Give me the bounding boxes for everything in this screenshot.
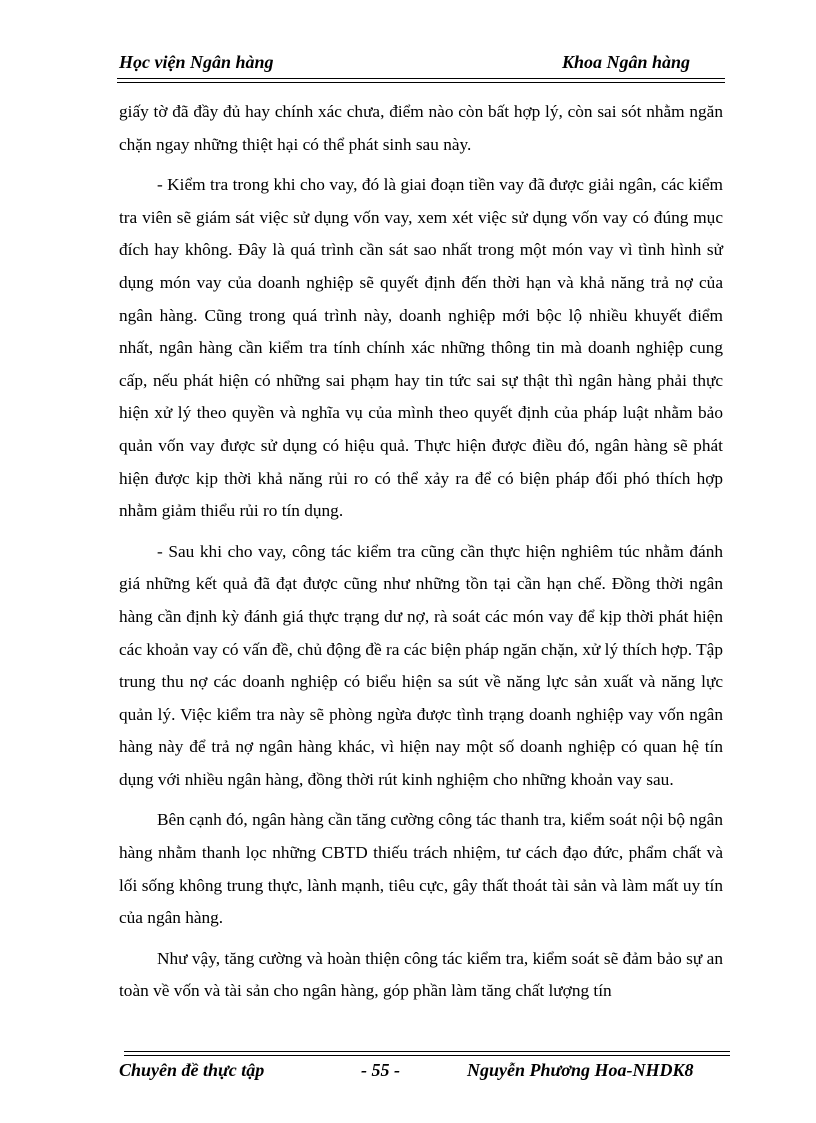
- footer-document-type: Chuyên đề thực tập: [119, 1060, 265, 1080]
- paragraph-conclusion: Như vậy, tăng cường và hoàn thiện công tác kiểm tra, kiểm soát sẽ đảm bảo sự an toàn về vốn và tài sản cho ngân hàng, góp phần làm tăng chất lượng tín: [119, 948, 723, 1001]
- paragraph-after-loan-check: - Sau khi cho vay, công tác kiểm tra cũng cần thực hiện nghiêm túc nhằm đánh giá những kết quả đã đạt được cũng như những tồn tại cần hạn chế. Đồng thời ngân hàng cần định kỳ đánh giá thực trạng dư nợ, rà soát các món vay để kịp thời phát hiện các khoản vay có vấn đề, chủ động đề ra các biện pháp ngăn chặn, xử lý thích hợp. Tập trung thu nợ các doanh nghiệp có biểu hiện sa sút về năng lực sản xuất và năng lực quản lý. Việc kiểm tra này sẽ phòng ngừa được tình trạng doanh nghiệp vay vốn ngân hàng này để trả nợ ngân hàng khác, vì hiện nay một số doanh nghiệp có quan hệ tín dụng với nhiều ngân hàng, đồng thời rút kinh nghiệm cho những khoản vay sau.: [119, 541, 723, 789]
- header-faculty: Khoa Ngân hàng: [561, 52, 690, 72]
- document-body: [119, 96, 723, 1016]
- header-rule-thin: [117, 82, 725, 83]
- header-rule-thick: [117, 78, 725, 79]
- page-header: [119, 50, 724, 76]
- paragraph-during-loan-check: - Kiểm tra trong khi cho vay, đó là giai đoạn tiền vay đã được giải ngân, các kiểm tra viên sẽ giám sát việc sử dụng vốn vay, xem xét việc sử dụng vốn vay có đúng mục đích hay không. Đây là quá trình cần sát sao nhất trong một món vay vì tình hình sử dụng món vay của doanh nghiệp sẽ quyết định đến thời hạn và khả năng trả nợ của ngân hàng. Cũng trong quá trình này, doanh nghiệp mới bộc lộ nhiều khuyết điểm nhất, ngân hàng cần kiểm tra tính chính xác những thông tin mà doanh nghiệp cung cấp, nếu phát hiện có những sai phạm hay tin tức sai sự thật thì ngân hàng phải thực hiện xử lý theo quyền và nghĩa vụ của mình theo quyết định của pháp luật nhằm bảo quản vốn vay được sử dụng có hiệu quả. Thực hiện được điều đó, ngân hàng sẽ phát hiện được kịp thời khả năng rủi ro có thể xảy ra để có biện pháp đối phó thích hợp nhằm giảm thiểu rủi ro tín dụng.: [119, 175, 723, 521]
- footer-rule-thin: [124, 1055, 730, 1056]
- paragraph-continuation: giấy tờ đã đầy đủ hay chính xác chưa, điểm nào còn bất hợp lý, còn sai sót nhằm ngăn chặn ngay những thiệt hại có thể phát sinh sau này.: [119, 102, 723, 154]
- header-institution: Học viện Ngân hàng: [119, 52, 274, 72]
- paragraph-internal-audit: Bên cạnh đó, ngân hàng cần tăng cường công tác thanh tra, kiểm soát nội bộ ngân hàng nhằm thanh lọc những CBTD thiếu trách nhiệm, tư cách đạo đức, phẩm chất và lối sống không trung thực, lành mạnh, tiêu cực, gây thất thoát tài sản và làm mất uy tín của ngân hàng.: [119, 810, 723, 928]
- page-number: - 55 -: [361, 1060, 400, 1080]
- footer-author: Nguyễn Phương Hoa-NHDK8: [467, 1060, 694, 1080]
- footer-rule-thick: [124, 1051, 730, 1052]
- page-footer: [119, 1060, 729, 1086]
